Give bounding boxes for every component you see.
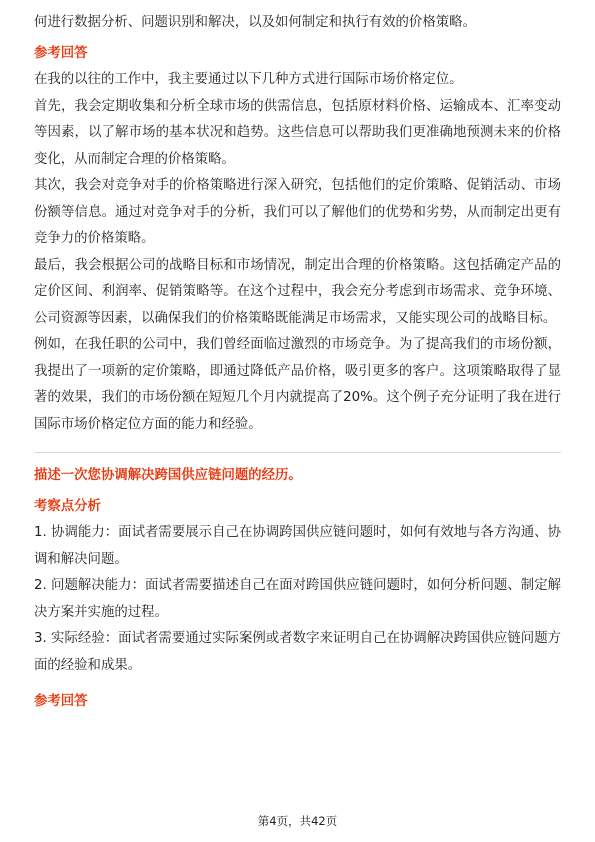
answer-paragraph: 例如，在我任职的公司中，我们曾经面临过激烈的市场竞争。为了提高我们的市场份额，我提出了一项新的定价策略，即通过降低产品价格，吸引更多的客户。这项策略取得了显著的效果，我们的市场份额在短短几个月内就提高了20%。这个例子充分证明了我在进行国际市场价格定位方面的能力和经验。 bbox=[34, 337, 561, 432]
section-divider bbox=[34, 452, 561, 453]
analysis-point: 3. 实际经验：面试者需要通过实际案例或者数字来证明自己在协调解决跨国供应链问题方面的经验和成果。 bbox=[34, 631, 561, 673]
page-number-footer: 第4页，共42页 bbox=[257, 814, 338, 828]
analysis-point: 1. 协调能力：面试者需要展示自己在协调跨国供应链问题时，如何有效地与各方沟通、协调和解决问题。 bbox=[34, 525, 561, 567]
answer-paragraph: 其次，我会对竞争对手的价格策略进行深入研究，包括他们的定价策略、促销活动、市场份额等信息。通过对竞争对手的分析，我们可以了解他们的优势和劣势，从而制定出更有竞争力的价格策略。 bbox=[34, 178, 561, 246]
answer-paragraph: 在我的以往的工作中，我主要通过以下几种方式进行国际市场价格定位。 bbox=[34, 72, 463, 87]
question-heading: 描述一次您协调解决跨国供应链问题的经历。 bbox=[34, 468, 302, 483]
analysis-heading: 考察点分析 bbox=[34, 498, 101, 514]
reference-answer-heading-2: 参考回答 bbox=[34, 694, 88, 709]
answer-paragraph: 最后，我会根据公司的战略目标和市场情况，制定出合理的价格策略。这包括确定产品的定价区间、利润率、促销策略等。在这个过程中，我会充分考虑到市场需求、竞争环境、公司资源等因素，以确保我们的价格策略既能满足市场需求，又能实现公司的战略目标。 bbox=[34, 257, 561, 326]
document-page bbox=[34, 10, 561, 716]
analysis-point: 2. 问题解决能力：面试者需要描述自己在面对跨国供应链问题时，如何分析问题、制定解决方案并实施的过程。 bbox=[34, 578, 561, 620]
answer-paragraph: 首先，我会定期收集和分析全球市场的供需信息，包括原材料价格、运输成本、汇率变动等因素，以了解市场的基本状况和趋势。这些信息可以帮助我们更准确地预测未来的价格变化，从而制定合理的价格策略。 bbox=[34, 98, 561, 167]
reference-answer-heading: 参考回答 bbox=[34, 45, 88, 61]
intro-paragraph-tail: 何进行数据分析、问题识别和解决，以及如何制定和执行有效的价格策略。 bbox=[34, 15, 476, 30]
